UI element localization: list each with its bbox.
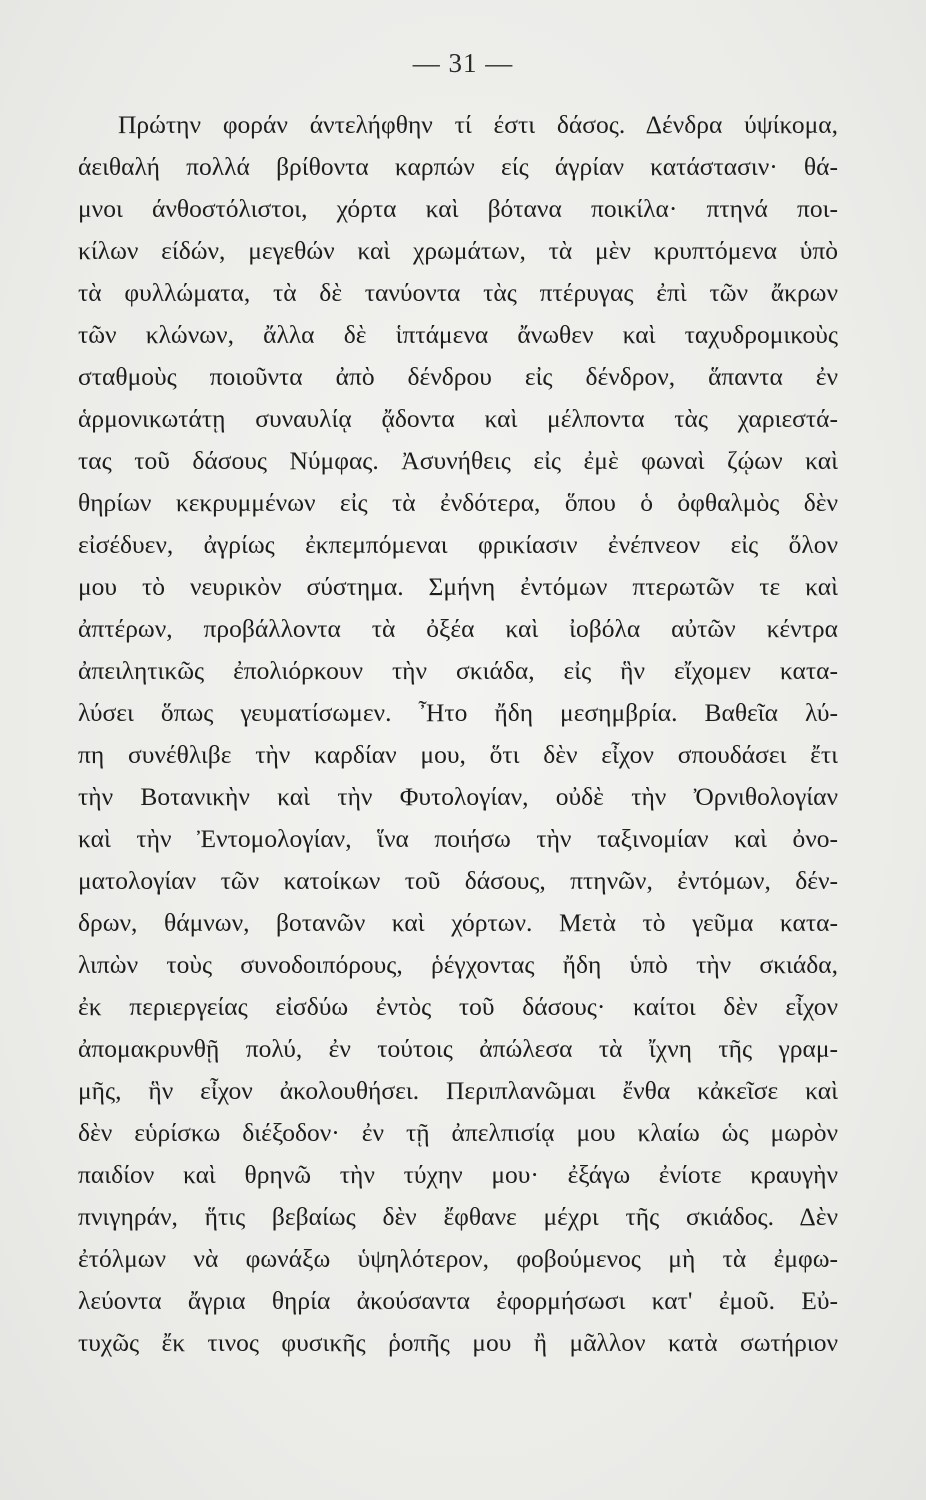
text-line: δρων, θάμνων, βοτανῶν καὶ χόρτων. Μετὰ τὸ γεῦμα κατα- bbox=[78, 908, 838, 937]
text-line: πη συνέθλιβε τὴν καρδίαν μου, ὅτι δὲν εἶχον σπουδάσει ἔτι bbox=[78, 740, 838, 769]
text-line: μῆς, ἣν εἶχον ἀκολουθήσει. Περιπλανῶμαι ἔνθα κἀκεῖσε καὶ bbox=[78, 1076, 838, 1105]
text-line: ἐκ περιεργείας εἰσδύω ἐντὸς τοῦ δάσους· καίτοι δὲν εἶχον bbox=[78, 992, 838, 1021]
text-line: ματολογίαν τῶν κατοίκων τοῦ δάσους, πτηνῶν, ἐντόμων, δέν- bbox=[78, 866, 838, 895]
text-line: μνοι άνθοστόλιστοι, χόρτα καὶ βότανα ποικίλα· πτηνά ποι- bbox=[78, 194, 838, 223]
text-line: ἀπομακρυνθῇ πολύ, ἐν τούτοις ἀπώλεσα τὰ ἴχνη τῆς γραμ- bbox=[78, 1034, 838, 1063]
text-line: Πρώτην φοράν άντελήφθην τί έστι δάσος. Δένδρα ύψίκομα, bbox=[118, 110, 838, 139]
body-text bbox=[78, 104, 838, 1364]
text-line: λύσει ὅπως γευματίσωμεν. Ἦτο ἤδη μεσημβρία. Βαθεῖα λύ- bbox=[78, 698, 838, 727]
text-line: παιδίον καὶ θρηνῶ τὴν τύχην μου· ἐξάγω ἐνίοτε κραυγὴν bbox=[78, 1160, 838, 1189]
text-line: σταθμοὺς ποιοῦντα ἀπὸ δένδρου εἰς δένδρον, ἅπαντα ἐν bbox=[78, 362, 838, 391]
text-line: ἁρμονικωτάτῃ συναυλίᾳ ᾄδοντα καὶ μέλποντα τὰς χαριεστά- bbox=[78, 404, 838, 433]
text-line: ἐτόλμων νὰ φωνάξω ὑψηλότερον, φοβούμενος μὴ τὰ ἐμφω- bbox=[78, 1244, 838, 1273]
text-line: μου τὸ νευρικὸν σύστημα. Σμήνη ἐντόμων πτερωτῶν τε καὶ bbox=[78, 572, 838, 601]
page-number: — 31 — bbox=[412, 48, 514, 78]
text-line: καὶ τὴν Ἐντομολογίαν, ἵνα ποιήσω τὴν ταξινομίαν καὶ ὀνο- bbox=[78, 824, 838, 853]
text-line: εἰσέδυεν, ἀγρίως ἐκπεμπόμεναι φρικίασιν ἐνέπνεον εἰς ὅλον bbox=[78, 530, 838, 559]
text-line: θηρίων κεκρυμμένων εἰς τὰ ἐνδότερα, ὅπου ὁ ὀφθαλμὸς δὲν bbox=[78, 488, 838, 517]
text-line: άειθαλή πολλά βρίθοντα καρπών είς άγρίαν κατάστασιν· θά- bbox=[78, 152, 838, 181]
text-line: τῶν κλώνων, ἄλλα δὲ ἱπτάμενα ἄνωθεν καὶ ταχυδρομικοὺς bbox=[78, 320, 838, 349]
text-line: τὴν Βοτανικὴν καὶ τὴν Φυτολογίαν, οὐδὲ τὴν Ὀρνιθολογίαν bbox=[78, 782, 838, 811]
text-line: τὰ φυλλώματα, τὰ δὲ τανύοντα τὰς πτέρυγας ἐπὶ τῶν ἄκρων bbox=[78, 278, 838, 307]
text-line: ἀπειλητικῶς ἐπολιόρκουν τὴν σκιάδα, εἰς ἣν εἴχομεν κατα- bbox=[78, 656, 838, 685]
text-line: ἀπτέρων, προβάλλοντα τὰ ὀξέα καὶ ἰοβόλα αὐτῶν κέντρα bbox=[78, 614, 838, 643]
text-line: λεύοντα ἄγρια θηρία ἀκούσαντα ἐφορμήσωσι κατ' ἐμοῦ. Εὐ- bbox=[78, 1286, 838, 1315]
text-line: πνιγηράν, ἥτις βεβαίως δὲν ἔφθανε μέχρι τῆς σκιάδος. Δὲν bbox=[78, 1202, 838, 1231]
text-line: λιπὼν τοὺς συνοδοιπόρους, ῥέγχοντας ἤδη ὑπὸ τὴν σκιάδα, bbox=[78, 950, 838, 979]
text-line: δὲν εὑρίσκω διέξοδον· ἐν τῇ ἀπελπισίᾳ μου κλαίω ὡς μωρὸν bbox=[78, 1118, 838, 1147]
text-line: τας τοῦ δάσους Νύμφας. Ἀσυνήθεις εἰς ἐμὲ φωναὶ ζῴων καὶ bbox=[78, 446, 838, 475]
text-line: τυχῶς ἔκ τινος φυσικῆς ῥοπῆς μου ἢ μᾶλλον κατὰ σωτήριον bbox=[78, 1328, 838, 1357]
text-line: κίλων είδών, μεγεθών καὶ χρωμάτων, τὰ μὲν κρυπτόμενα ὑπὸ bbox=[78, 236, 838, 265]
